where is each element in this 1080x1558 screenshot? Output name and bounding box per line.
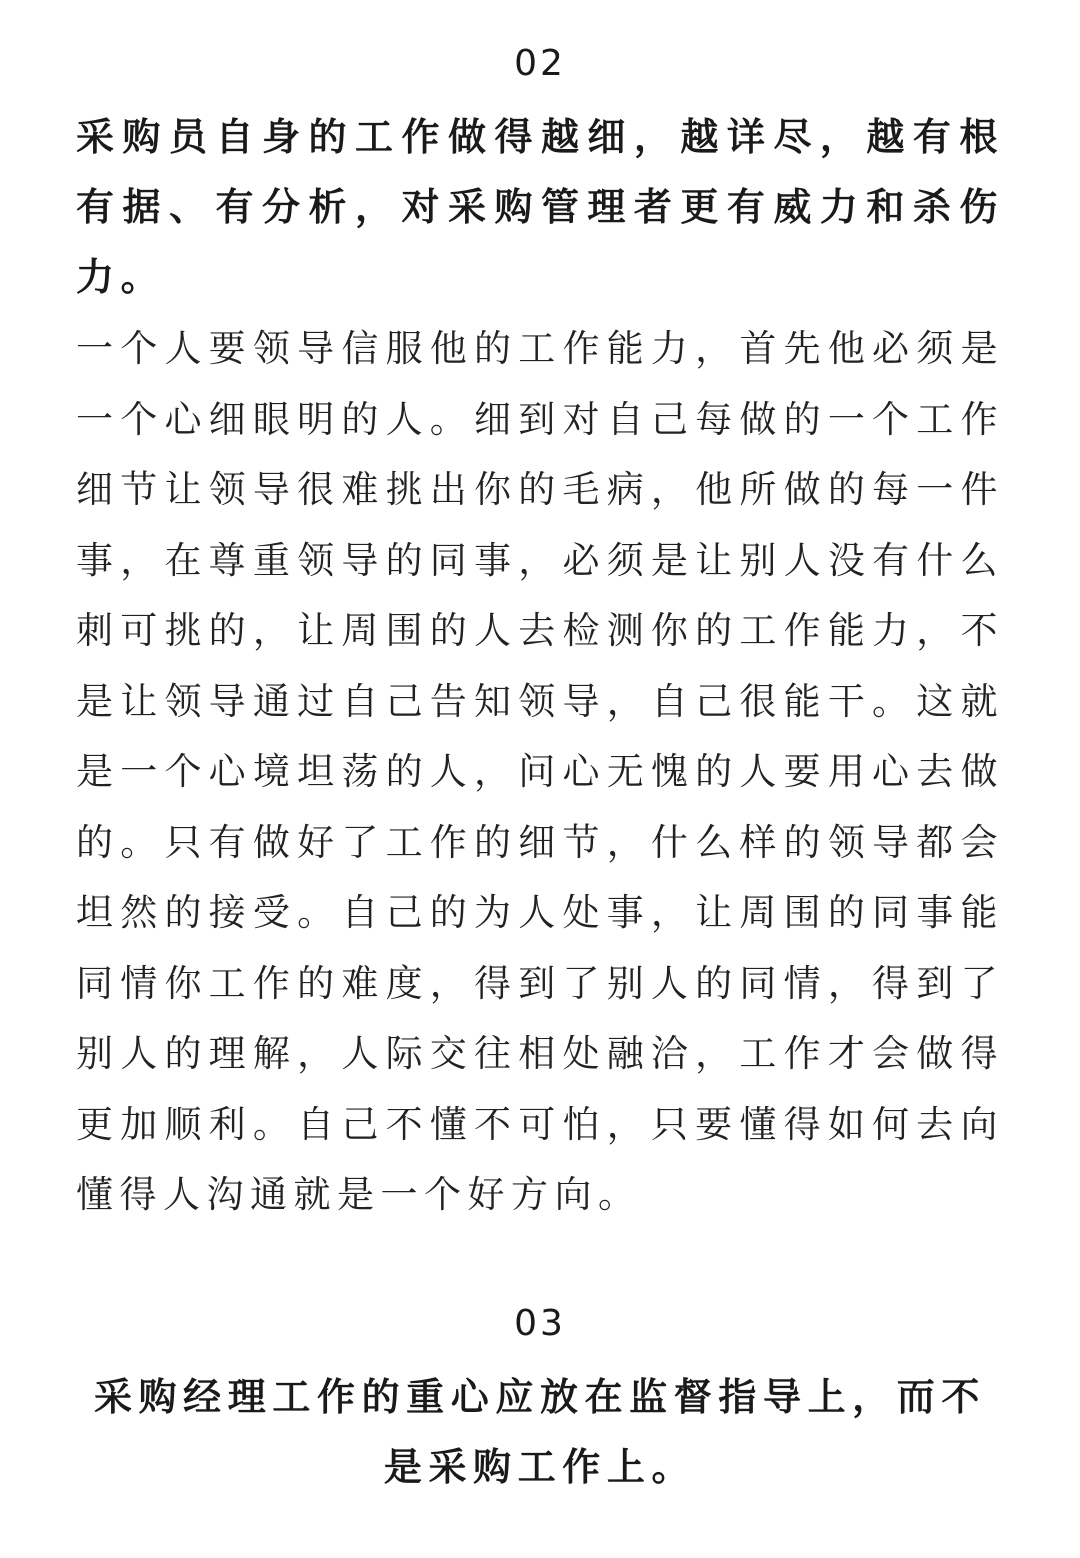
section-number-02: 02 — [514, 43, 566, 84]
section-heading-02: 采购员自身的工作做得越细，越详尽，越有根有据、有分析，对采购管理者更有威力和杀伤力。 — [76, 115, 1004, 299]
section-heading-03: 采购经理工作的重心应放在监督指导上，而不是采购工作上。 — [93, 1375, 986, 1489]
section-number-03: 03 — [514, 1303, 566, 1344]
section-body-02: 一个人要领导信服他的工作能力，首先他必须是一个心细眼明的人。细到对自己每做的一个工作细节让领导很难挑出你的毛病，他所做的每一件事，在尊重领导的同事，必须是让别人没有什么刺可挑的，让周围的人去检测你的工作能力，不是让领导通过自己告知领导，自己很能干。这就是一个心境坦荡的人，问心无愧的人要用心去做的。只有做好了工作的细节，什么样的领导都会坦然的接受。自己的为人处事，让周围的同事能同情你工作的难度，得到了别人的同情，得到了别人的理解，人际交往相处融洽，工作才会做得更加顺利。自己不懂不可怕，只要懂得如何去向懂得人沟通就是一个好方向。 — [76, 327, 1004, 1216]
